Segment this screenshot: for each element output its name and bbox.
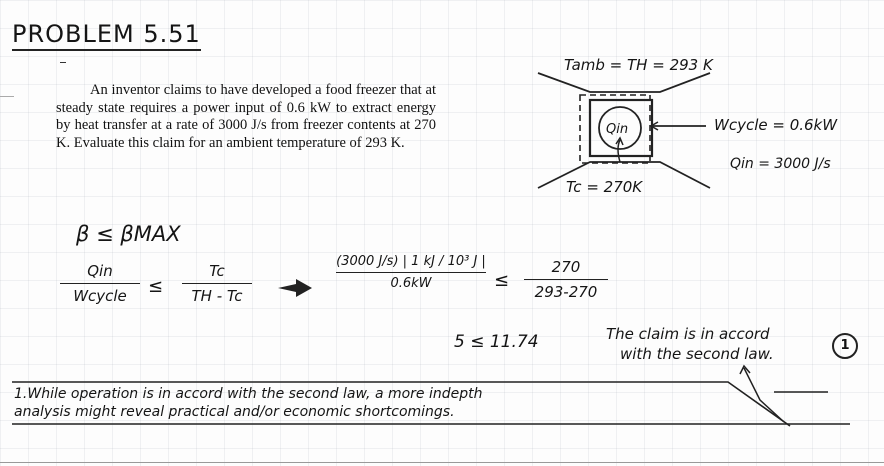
page-divider <box>0 462 884 463</box>
margin-mark <box>60 62 66 63</box>
implies-arrow <box>276 278 314 298</box>
leq-sign: ≤ <box>148 276 164 297</box>
footnote-line-1: 1.While operation is in accord with the second law, a more indepth <box>14 386 483 402</box>
beta-inequality: β ≤ βMAX <box>76 222 181 246</box>
problem-statement: An inventor claims to have developed a food freezer that at steady state requires a power input of 0.6 kW to extract energy by heat transfer at a rate of 3000 J/s from freezer contents at 270 K. Evaluate this claim for an ambient temperature of 293 K. <box>56 82 436 151</box>
fraction-numerator: Tc <box>209 262 225 280</box>
w-cycle-label: Wcycle = 0.6kW <box>714 116 838 134</box>
fraction-qin-over-wcycle <box>60 262 140 305</box>
fraction-bar <box>336 272 486 273</box>
problem-title: PROBLEM 5.51 <box>12 20 201 51</box>
hot-reservoir-lines <box>538 73 710 92</box>
fraction-numeric-cop <box>336 254 486 291</box>
q-in-arrow <box>618 140 620 162</box>
t-cold-label: Tc = 270K <box>566 178 643 196</box>
fraction-bar <box>60 283 140 284</box>
margin-mark <box>0 96 14 97</box>
conclusion-line-1: The claim is in accord <box>606 325 770 343</box>
note-number: 1 <box>840 338 850 353</box>
fraction-numerator: Qin <box>87 262 113 280</box>
fraction-bar <box>182 283 252 284</box>
fraction-bar <box>524 279 608 280</box>
freezer-diagram <box>520 40 884 200</box>
fraction-numeric-carnot <box>524 258 608 301</box>
fraction-denominator: 293-270 <box>534 283 598 301</box>
t-amb-label: Tamb = TH = 293 K <box>564 56 713 74</box>
result-inequality: 5 ≤ 11.74 <box>454 332 539 352</box>
fraction-numerator: 270 <box>551 258 581 276</box>
fraction-numerator: (3000 J/s) | 1 kJ / 10³ J | <box>336 254 486 269</box>
fraction-carnot <box>182 262 252 305</box>
leq-sign: ≤ <box>494 270 510 291</box>
q-in-label: Qin <box>606 122 629 137</box>
conclusion-line-2: with the second law. <box>620 345 774 363</box>
note-number-badge <box>832 333 858 359</box>
footnote-line-2: analysis might reveal practical and/or economic shortcomings. <box>14 404 455 420</box>
fraction-denominator: TH - Tc <box>191 287 243 305</box>
fraction-denominator: Wcycle <box>73 287 127 305</box>
fraction-denominator: 0.6kW <box>390 276 432 291</box>
q-in-value: Qin = 3000 J/s <box>730 156 831 172</box>
